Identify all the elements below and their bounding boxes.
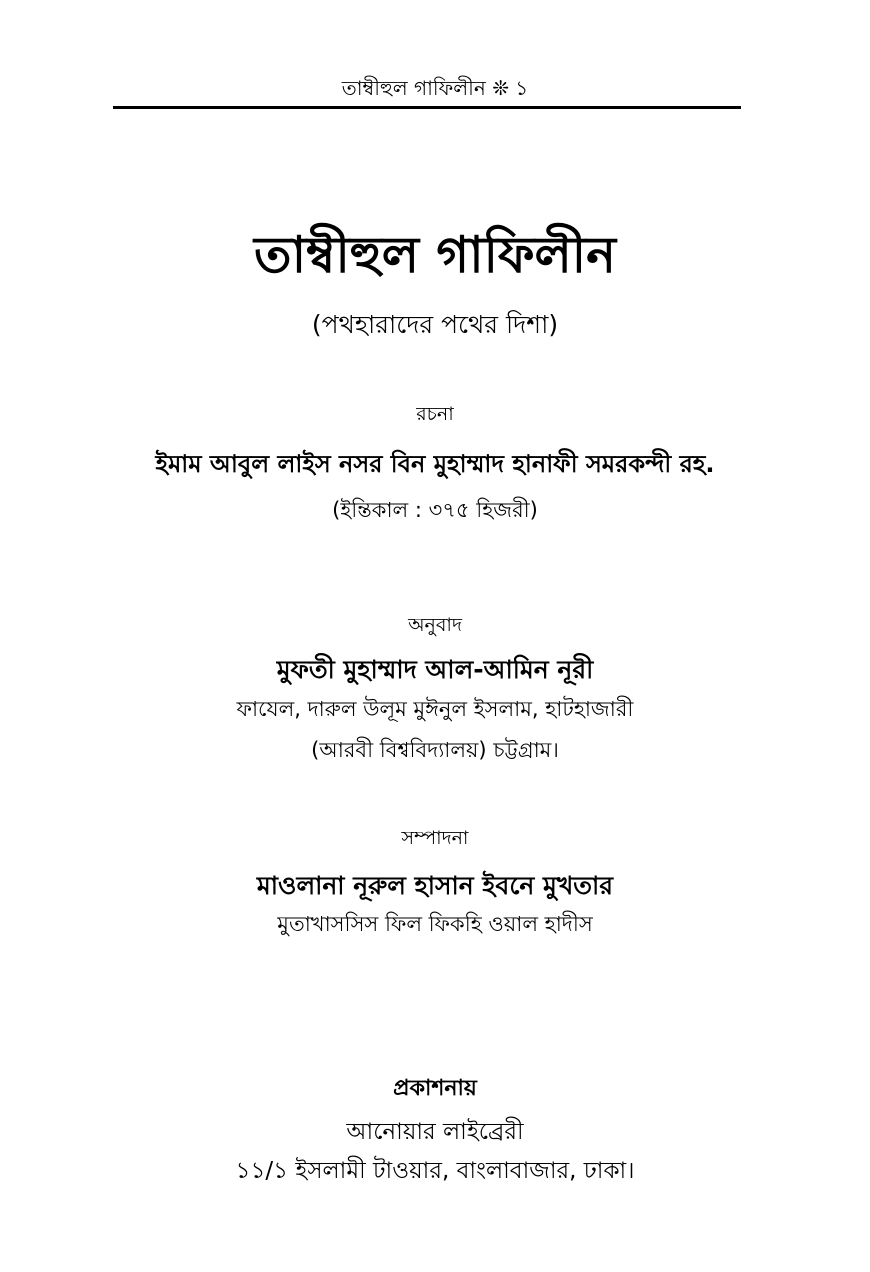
- publisher-address: ১১/১ ইসলামী টাওয়ার, বাংলাবাজার, ঢাকা।: [235, 1158, 635, 1184]
- editor-name: মাওলানা নূরুল হাসান ইবনে মুখতার: [256, 871, 614, 900]
- editor-title: মুতাখাসসিস ফিল ফিকহি ওয়াল হাদীস: [277, 912, 593, 936]
- translator-label: অনুবাদ: [408, 614, 462, 636]
- publisher-name: আনোয়ার লাইব্রেরী: [346, 1119, 524, 1145]
- running-header: তাম্বীহুল গাফিলীন ❊ ১: [341, 76, 529, 100]
- translator-location: (আরবী বিশ্ববিদ্যালয়) চট্টগ্রাম।: [311, 738, 559, 762]
- translator-credential: ফাযেল, দারুল উলূম মুঈনুল ইসলাম, হাটহাজারী: [236, 697, 634, 721]
- publisher-label: প্রকাশনায়: [393, 1076, 477, 1101]
- editor-label: সম্পাদনা: [401, 827, 469, 849]
- header-rule: [113, 106, 741, 109]
- author-name: ইমাম আবুল লাইস নসর বিন মুহাম্মাদ হানাফী সমরকন্দী রহ.: [155, 450, 715, 478]
- author-death: (ইন্তিকাল : ৩৭৫ হিজরী): [332, 498, 538, 522]
- author-label: রচনা: [416, 403, 454, 425]
- book-subtitle: (পথহারাদের পথের দিশা): [311, 310, 559, 339]
- book-title: তাম্বীহুল গাফিলীন: [254, 226, 616, 284]
- translator-name: মুফতী মুহাম্মাদ আল-আমিন নূরী: [276, 655, 594, 684]
